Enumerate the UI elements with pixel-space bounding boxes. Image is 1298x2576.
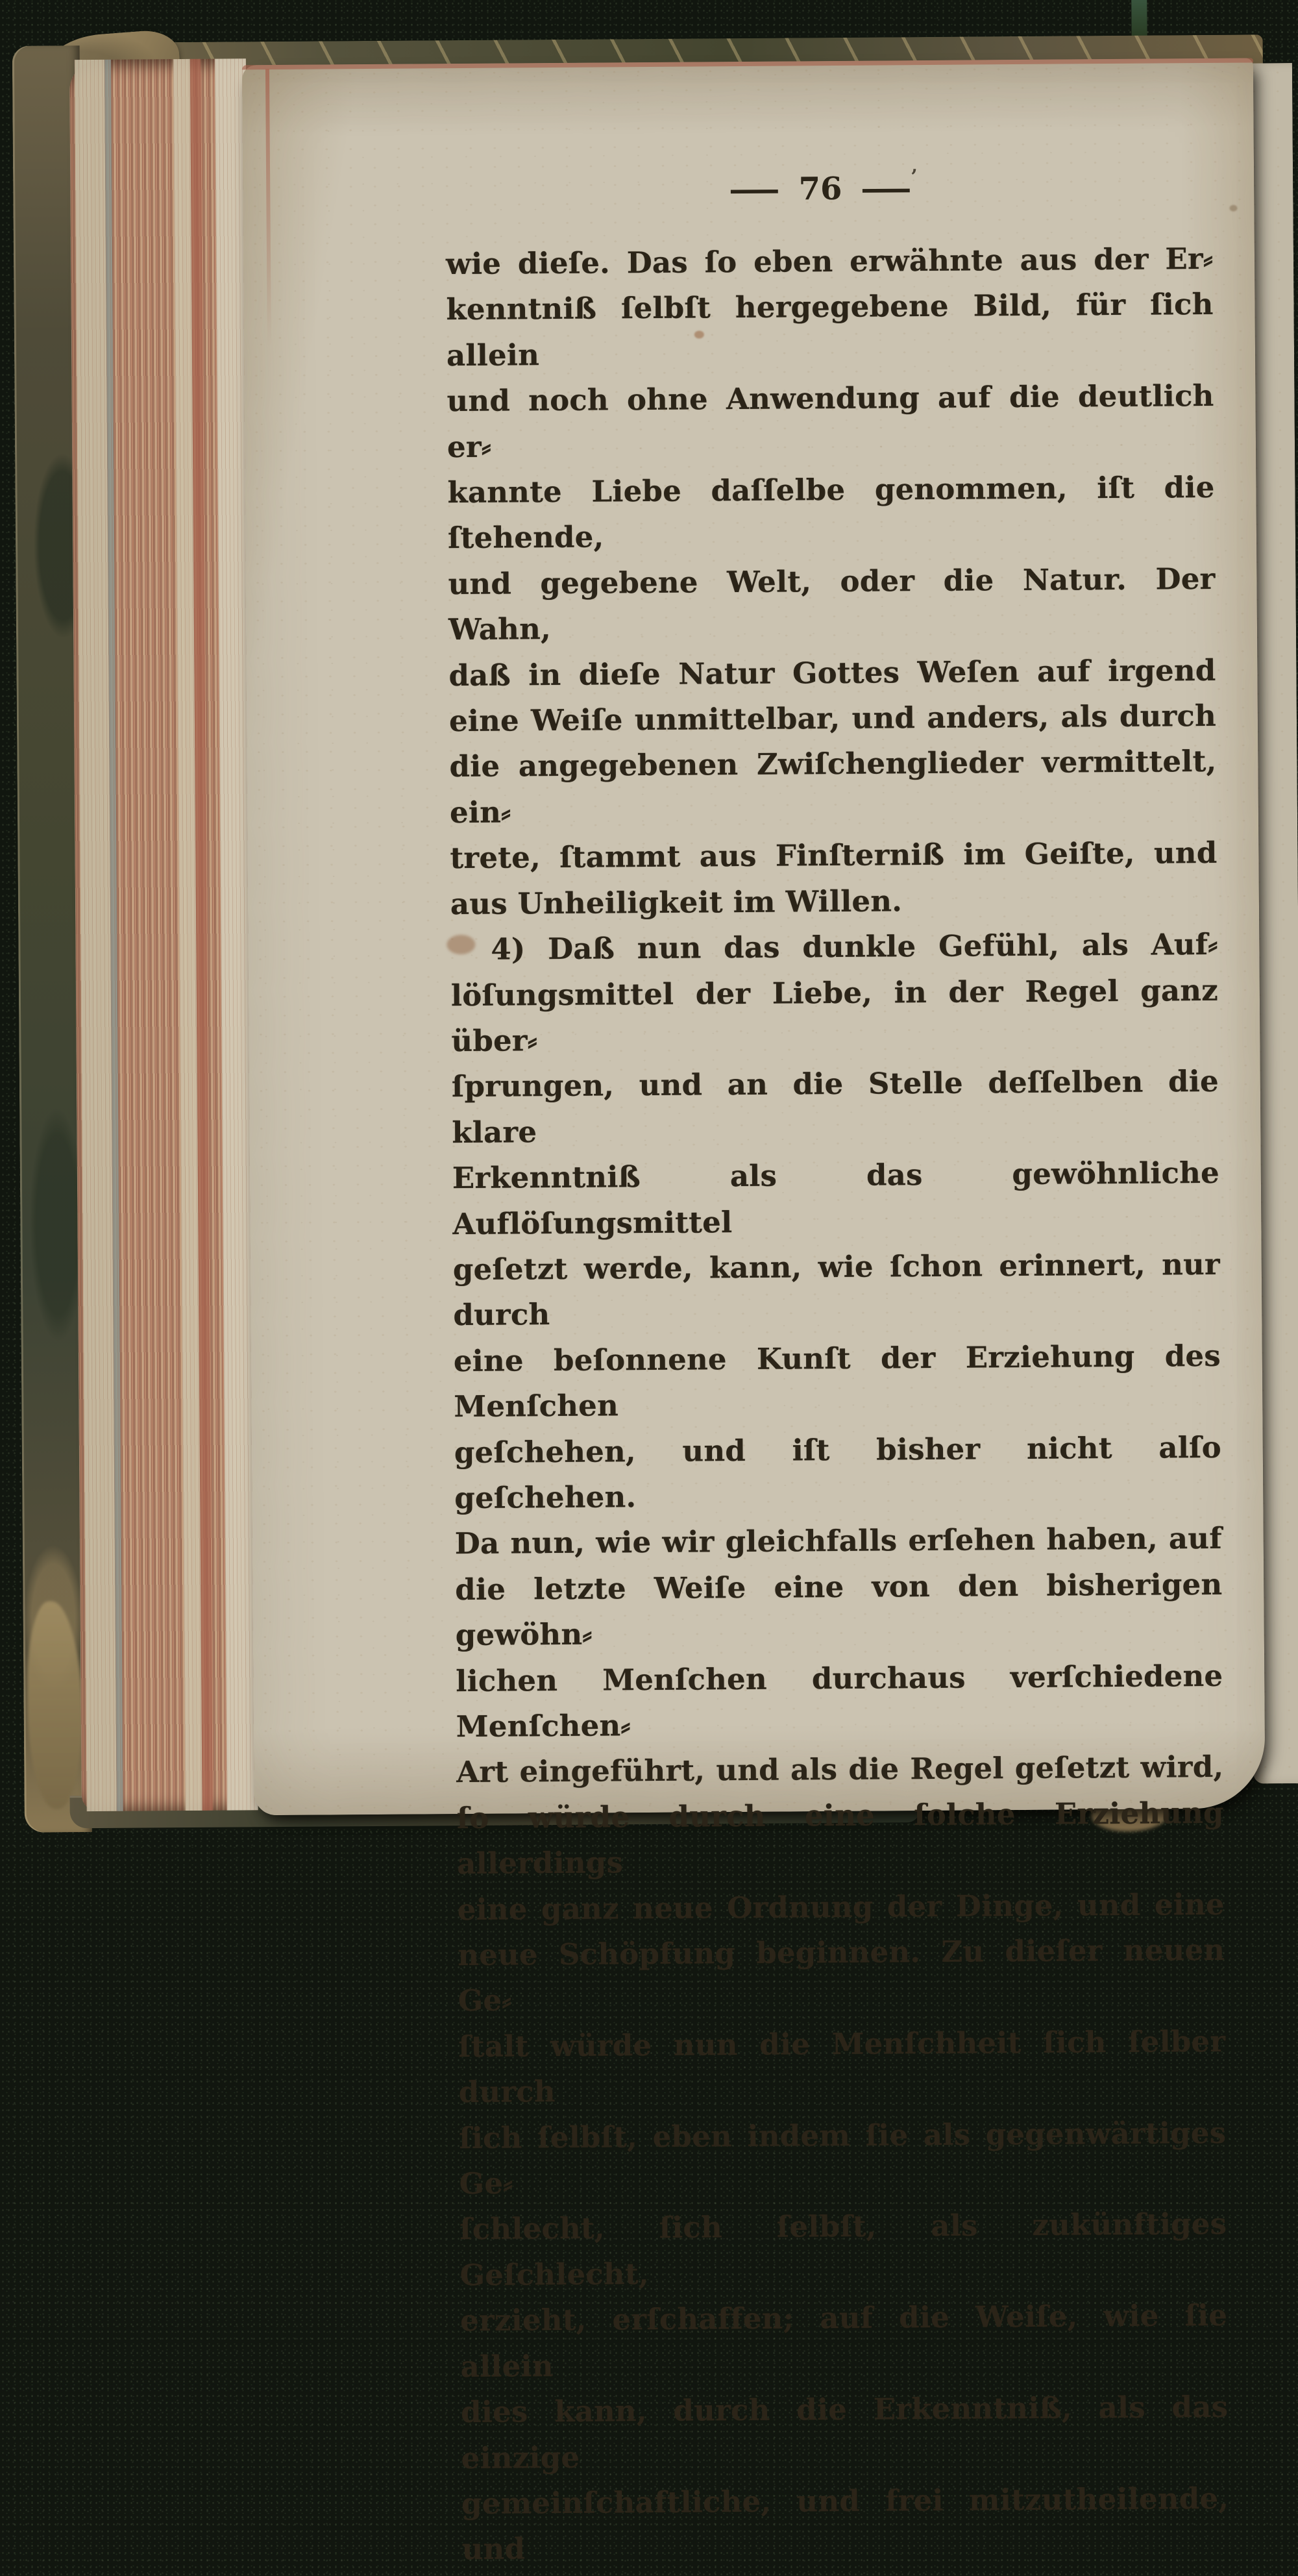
paper-stain <box>1229 205 1237 212</box>
text-line: eine ganz neue Ordnung der Dinge, und eine <box>457 1887 1225 1927</box>
text-line: kenntniß ſelbſt hergegebene Bild, für ſich allein <box>446 287 1214 373</box>
fore-edge-page-stack <box>69 58 258 1811</box>
text-line: Da nun, wie wir gleichfalls erſehen haben, auf <box>454 1521 1222 1561</box>
text-line: trete, ſtammt aus Finſterniß im Geiſte, und <box>450 836 1218 876</box>
text-line: Art eingeführt, und als die Regel geſetzt wird, <box>456 1750 1224 1790</box>
text-line: ſich ſelbſt, eben indem ſie als gegenwärtiges Ge⸗ <box>459 2115 1227 2201</box>
text-line: die letzte Weiſe eine von den bisherigen gewöhn⸗ <box>455 1567 1223 1653</box>
text-line: ſo würde durch eine ſolche Erziehung allerdings <box>456 1795 1224 1881</box>
text-line: neue Schöpfung beginnen. Zu dieſer neuen Ge⸗ <box>458 1932 1225 2018</box>
text-line: dies kann, durch die Erkenntniß, als das einzige <box>460 2389 1229 2475</box>
text-line: ſprungen, und an die Stelle deſſelben die klare <box>451 1064 1219 1150</box>
text-line: 4) Daß nun das dunkle Gefühl, als Auf⸗ <box>491 926 1218 967</box>
text-line: erzieht, erſchaffen; auf die Weiſe, wie ſie allein <box>459 2298 1228 2384</box>
header-left-dash: — <box>728 171 781 208</box>
text-line: ſtalt würde nun die Menſchheit ſich ſelber durch <box>458 2024 1226 2110</box>
text-line: die angegebenen Zwiſchenglieder vermittelt, ein⸗ <box>449 744 1217 830</box>
text-line: geſetzt werde, kann, wie ſchon erinnert, nur durch <box>452 1246 1221 1333</box>
text-line: geſchehen, und iſt bisher nicht alſo geſchehen. <box>454 1430 1221 1516</box>
header-right-dash: — <box>859 170 913 207</box>
text-line: und noch ohne Anwendung auf die deutlich er⸗ <box>447 378 1214 464</box>
text-line: kannte Liebe daſſelbe genommen, iſt die ſtehende, <box>447 469 1215 556</box>
stray-ink-mark: ’ <box>911 166 918 189</box>
paragraph <box>450 922 1229 2573</box>
text-line: wie dieſe. Das ſo eben erwähnte aus der Er⸗ <box>445 241 1214 282</box>
text-line: aus Unheiligkeit im Willen. <box>450 883 903 921</box>
book-page <box>242 58 1266 2567</box>
text-line: daß in dieſe Natur Gottes Weſen auf irgend <box>448 652 1216 693</box>
text-line: lichen Menſchen durchaus verſchiedene Menſchen⸗ <box>456 1658 1223 1744</box>
text-line: löſungsmittel der Liebe, in der Regel ganz über⸗ <box>450 972 1219 1059</box>
text-line: gemeinſchaftliche, und frei mitzutheilende, und <box>461 2481 1229 2567</box>
text-line: ſchlecht, ſich ſelbſt, als zukünftiges Geſchlecht, <box>459 2207 1227 2292</box>
text-block <box>446 236 1229 2573</box>
text-line: eine beſonnene Kunſt der Erziehung des Menſchen <box>453 1338 1221 1424</box>
page-header <box>445 164 1211 214</box>
page-number: 76 <box>798 170 842 208</box>
paragraph <box>446 236 1218 927</box>
text-line: eine Weiſe unmittelbar, und anders, als durch <box>448 698 1217 739</box>
page-left-red-dye <box>265 69 271 348</box>
text-line: und gegebene Welt, oder die Natur. Der Wahn, <box>448 561 1216 647</box>
text-line: Erkenntniß als das gewöhnliche Auflöſungsmittel <box>452 1156 1220 1241</box>
